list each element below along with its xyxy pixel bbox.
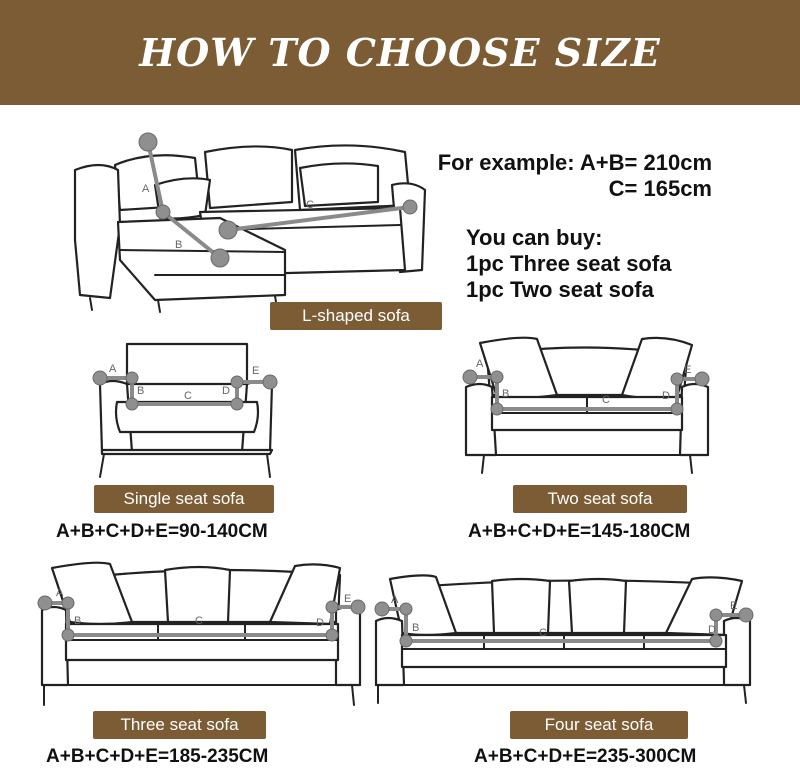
measure-label-e: E: [344, 593, 352, 605]
measure-label-d: D: [708, 624, 716, 636]
example-line-2: C= 165cm: [608, 176, 712, 201]
measure-label-c: C: [539, 627, 547, 639]
measure-label-e: E: [684, 364, 692, 376]
measure-label-e: E: [252, 365, 260, 377]
single-seat-sofa-illustration: [92, 342, 282, 482]
two-seat-sofa-illustration: [462, 335, 712, 480]
l-shaped-sofa-label: L-shaped sofa: [270, 302, 442, 330]
single-seat-sofa-label: Single seat sofa: [94, 485, 274, 513]
four-seat-sofa-label: Four seat sofa: [510, 711, 688, 739]
four-seat-sofa-illustration: [374, 575, 759, 710]
measure-label-a: A: [56, 587, 64, 599]
four-seat-size: A+B+C+D+E=235-300CM: [474, 746, 697, 767]
measure-label-d: D: [662, 390, 670, 402]
three-seat-sofa-label: Three seat sofa: [93, 711, 266, 739]
page-title: HOW TO CHOOSE SIZE: [139, 30, 661, 75]
measure-label-a: A: [109, 363, 117, 375]
example-line-1: For example: A+B= 210cm: [437, 150, 712, 175]
measure-label-c: C: [184, 390, 192, 402]
measure-label-c: C: [195, 615, 203, 627]
three-seat-size: A+B+C+D+E=185-235CM: [46, 746, 269, 767]
measure-label-b: B: [137, 385, 145, 397]
l-shaped-sofa-illustration: [60, 130, 440, 320]
measure-label-c: C: [306, 199, 314, 211]
measure-label-a: A: [476, 358, 484, 370]
single-seat-size: A+B+C+D+E=90-140CM: [56, 521, 268, 542]
header-banner: [0, 0, 800, 105]
measure-label-b: B: [502, 388, 510, 400]
example-line-5: 1pc Two seat sofa: [466, 277, 654, 302]
measure-label-a: A: [142, 183, 150, 195]
measure-label-a: A: [391, 594, 399, 606]
three-seat-sofa-illustration: [40, 560, 365, 710]
measure-label-e: E: [730, 600, 738, 612]
example-line-3: You can buy:: [466, 225, 603, 250]
measure-label-c: C: [602, 394, 610, 406]
two-seat-sofa-label: Two seat sofa: [513, 485, 687, 513]
measure-label-b: B: [175, 239, 183, 251]
measure-label-d: D: [222, 385, 230, 397]
measure-label-b: B: [74, 615, 82, 627]
example-line-4: 1pc Three seat sofa: [466, 251, 672, 276]
measure-label-d: D: [316, 617, 324, 629]
two-seat-size: A+B+C+D+E=145-180CM: [468, 521, 691, 542]
measure-label-b: B: [412, 622, 420, 634]
